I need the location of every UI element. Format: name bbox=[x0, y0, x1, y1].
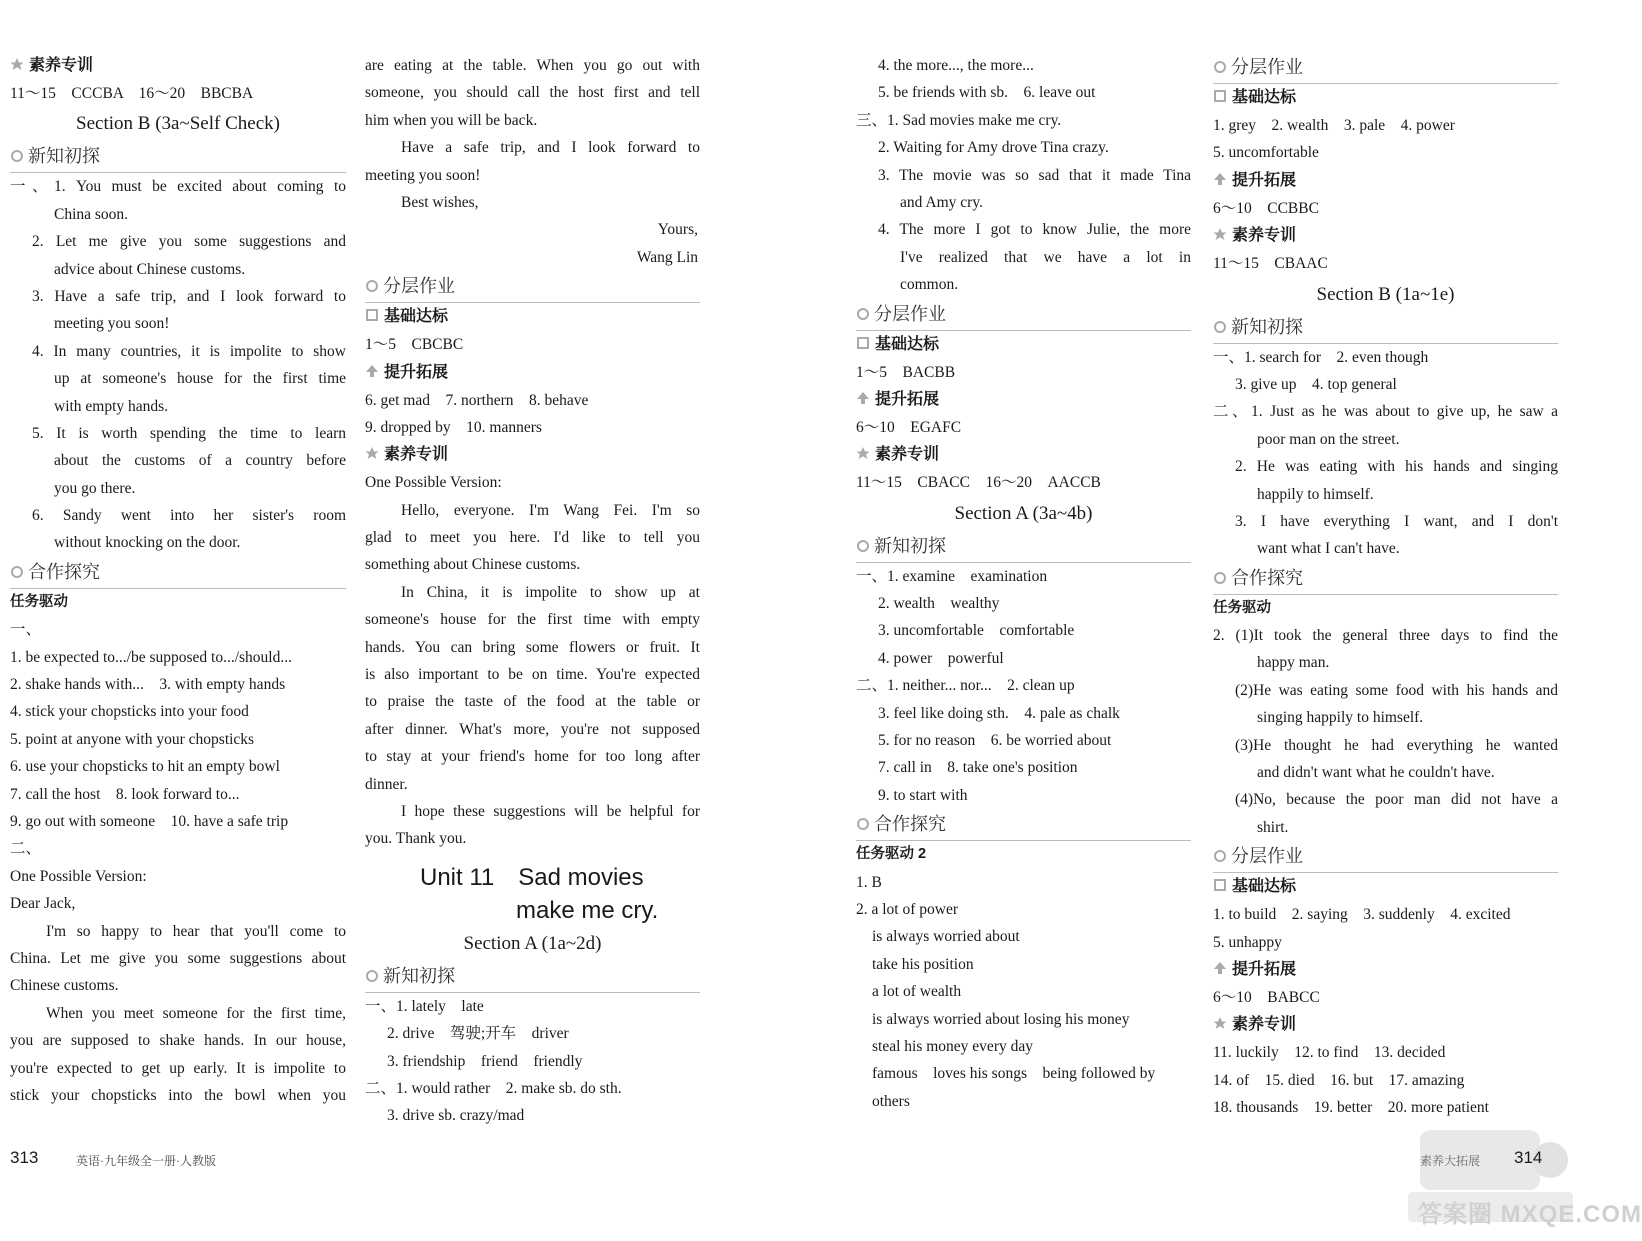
answer-line: (4)No, because the poor man did not have a bbox=[1235, 791, 1558, 809]
answer-line: 4. the more..., the more... bbox=[878, 57, 1034, 74]
answer-line: Dear Jack, bbox=[10, 895, 76, 913]
heading-xinzhi bbox=[856, 531, 1191, 563]
answer-line: about the customs of a country before bbox=[54, 452, 346, 470]
answer-line: you. Thank you. bbox=[365, 830, 467, 848]
answer-line: Yours, bbox=[657, 221, 698, 239]
answer-line: China. Let me give you some suggestions about bbox=[10, 949, 346, 967]
arrow-up-icon bbox=[856, 387, 870, 401]
answer-line: meeting you soon! bbox=[365, 166, 481, 184]
answer-line: and Amy cry. bbox=[900, 193, 983, 211]
answer-line: 14. of 15. died 16. but 17. amazing bbox=[1213, 1071, 1465, 1089]
heading-fenceng bbox=[365, 271, 700, 303]
star-icon bbox=[856, 442, 870, 456]
star-icon bbox=[1213, 223, 1227, 237]
answer-line: Chinese customs. bbox=[10, 977, 119, 995]
subheading-jichu bbox=[365, 303, 700, 331]
answer-line: happy man. bbox=[1257, 654, 1330, 672]
heading-label: 基础达标 bbox=[1232, 89, 1297, 106]
answer-line: 一、1. examine examination bbox=[856, 567, 1048, 585]
column-4 bbox=[1213, 52, 1558, 1122]
answer-line: happily to himself. bbox=[1257, 485, 1374, 503]
answer-line: shirt. bbox=[1257, 818, 1289, 836]
answer-line: Hello, everyone. I'm Wang Fei. I'm so bbox=[401, 501, 700, 519]
answer-line: 2. wealth wealthy bbox=[878, 595, 1000, 613]
answer-line: famous loves his songs being followed by bbox=[872, 1065, 1156, 1083]
answer-line: 2. Waiting for Amy drove Tina crazy. bbox=[878, 139, 1109, 157]
answer-line: (3)He thought he had everything he wanted bbox=[1235, 736, 1558, 754]
answer-line: 4. In many countries, it is impolite to show bbox=[32, 342, 346, 360]
answer-line: glad to meet you here. I'd like to tell you bbox=[365, 529, 700, 547]
answer-line: 5. point at anyone with your chopsticks bbox=[10, 730, 255, 748]
answer-line: 6～10 EGAFC bbox=[856, 418, 962, 436]
answer-line: 6～10 BABCC bbox=[1213, 988, 1320, 1006]
heading-xinzhi bbox=[1213, 312, 1558, 344]
answer-line: 1. B bbox=[856, 873, 882, 891]
heading-label: 合作探究 bbox=[28, 561, 100, 582]
heading-label: 素养专训 bbox=[384, 446, 449, 464]
answer-line: you're expected to get up early. It is impolite to bbox=[10, 1059, 346, 1077]
answer-line: 一、1. lately late bbox=[365, 997, 484, 1015]
answer-line: 4. The more I got to know Julie, the more bbox=[878, 221, 1191, 239]
answer-line: 一、1. You must be excited about coming to bbox=[10, 178, 346, 196]
answer-line: 二、 bbox=[10, 840, 42, 858]
answer-line: 1. to build 2. saying 3. suddenly 4. excited bbox=[1213, 906, 1511, 924]
answer-line: after dinner. What's more, you're not supposed bbox=[365, 720, 700, 738]
heading-hezuo bbox=[856, 809, 1191, 841]
answer-line: to praise the taste of the food at the table or bbox=[365, 693, 700, 711]
answer-line: 7. call in 8. take one's position bbox=[878, 759, 1078, 777]
answer-line: steal his money every day bbox=[872, 1037, 1033, 1055]
heading-fenceng bbox=[1213, 841, 1558, 873]
arrow-up-icon bbox=[1213, 168, 1227, 182]
heading-label: 素养专训 bbox=[1232, 227, 1297, 245]
answer-line: 3. Have a safe trip, and I look forward to bbox=[32, 287, 346, 305]
answer-line: 一、1. search for 2. even though bbox=[1213, 348, 1429, 366]
answer-line: China soon. bbox=[54, 205, 129, 223]
leaf-icon bbox=[1213, 313, 1227, 327]
star-icon bbox=[1213, 1012, 1227, 1026]
flag-icon bbox=[856, 332, 870, 346]
leaf-icon bbox=[856, 810, 870, 824]
answer-line: 1. be expected to.../be supposed to.../should... bbox=[10, 648, 292, 666]
answer-line: common. bbox=[900, 276, 959, 294]
section-title: Section B (1a~1e) bbox=[1316, 283, 1455, 305]
subheading-tisheng bbox=[365, 359, 700, 387]
answer-line: 6. Sandy went into her sister's room bbox=[32, 507, 346, 525]
answer-line: hands. You can bring some flowers or fruit. It bbox=[365, 638, 700, 656]
answer-line: One Possible Version: bbox=[365, 474, 502, 492]
leaf-icon bbox=[856, 532, 870, 546]
answer-line: with empty hands. bbox=[54, 397, 169, 415]
answer-line: 2. shake hands with... 3. with empty hands bbox=[10, 676, 286, 694]
heading-label: 合作探究 bbox=[874, 814, 946, 835]
answer-line: others bbox=[872, 1092, 910, 1110]
star-icon bbox=[365, 442, 379, 456]
answer-line: is also important to be on time. You're expected bbox=[365, 666, 700, 684]
leaf-icon bbox=[365, 272, 379, 286]
answer-line: 2. a lot of power bbox=[856, 900, 959, 918]
heading-label: 基础达标 bbox=[384, 308, 449, 326]
answer-line: you are supposed to shake hands. In our house, bbox=[10, 1032, 346, 1050]
heading-hezuo bbox=[1213, 563, 1558, 595]
heading-label: 基础达标 bbox=[1232, 878, 1297, 896]
leaf-icon bbox=[10, 142, 24, 156]
flag-icon bbox=[1213, 85, 1227, 99]
answer-line: is always worried about losing his money bbox=[872, 1010, 1130, 1028]
answer-line: 5. be friends with sb. 6. leave out bbox=[878, 84, 1096, 102]
answer-line: 6. get mad 7. northern 8. behave bbox=[365, 391, 589, 409]
subheading-suyang bbox=[856, 441, 1191, 469]
heading-label: 新知初探 bbox=[1231, 316, 1303, 337]
answer-line: you go there. bbox=[54, 479, 136, 497]
leaf-icon bbox=[856, 300, 870, 314]
answer-line: 3. feel like doing sth. 4. pale as chalk bbox=[878, 704, 1120, 722]
answer-line: 1. grey 2. wealth 3. pale 4. power bbox=[1213, 117, 1455, 134]
page-number-left: 313 bbox=[10, 1148, 39, 1167]
heading-label: 提升拓展 bbox=[875, 390, 940, 408]
answer-line: 7. call the host 8. look forward to... bbox=[10, 785, 240, 803]
heading-label: 分层作业 bbox=[1231, 57, 1303, 77]
section-title: Section B (3a~Self Check) bbox=[76, 113, 280, 135]
answer-line: 二、1. neither... nor... 2. clean up bbox=[856, 677, 1075, 695]
heading-label: 素养专训 bbox=[29, 57, 94, 74]
answer-line: 5. unhappy bbox=[1213, 933, 1282, 951]
unit-title: Unit 11 Sad movies bbox=[420, 863, 644, 891]
heading-label: 新知初探 bbox=[874, 535, 946, 556]
answer-line: 3. I have everything I want, and I don't bbox=[1235, 512, 1558, 530]
answer-line: want what I can't have. bbox=[1257, 540, 1400, 558]
answer-line: 2. (1)It took the general three days to find the bbox=[1213, 627, 1558, 645]
answer-line: 6. use your chopsticks to hit an empty bowl bbox=[10, 758, 280, 776]
answer-line: 3. friendship friend friendly bbox=[387, 1052, 583, 1070]
answer-line: 11～15 CCCBA 16～20 BBCBA bbox=[10, 85, 254, 102]
answer-line: When you meet someone for the first time, bbox=[46, 1004, 346, 1022]
subheading-tisheng bbox=[1213, 167, 1558, 195]
answer-line: and didn't want what he couldn't have. bbox=[1257, 764, 1495, 782]
heading-label: 新知初探 bbox=[28, 146, 100, 167]
answer-line: 5. for no reason 6. be worried about bbox=[878, 732, 1112, 750]
answer-line: 2. He was eating with his hands and singing bbox=[1235, 458, 1558, 476]
flag-icon bbox=[1213, 874, 1227, 888]
answer-line: Best wishes, bbox=[401, 193, 479, 211]
subheading-jichu bbox=[1213, 873, 1558, 901]
subheading-jichu bbox=[1213, 84, 1558, 112]
heading-label: 分层作业 bbox=[1231, 846, 1303, 867]
heading-label: 基础达标 bbox=[875, 335, 940, 353]
answer-line: 1～5 BACBB bbox=[856, 363, 956, 381]
answer-line: someone's house for the first time with empty bbox=[365, 611, 700, 629]
answer-line: 二、1. would rather 2. make sb. do sth. bbox=[365, 1079, 622, 1097]
answer-line: In China, it is impolite to show up at bbox=[401, 583, 700, 601]
arrow-up-icon bbox=[1213, 957, 1227, 971]
heading-label: 分层作业 bbox=[874, 303, 946, 324]
answer-line: 11～15 CBACC 16～20 AACCB bbox=[856, 474, 1101, 492]
answer-line: without knocking on the door. bbox=[54, 534, 241, 552]
heading-hezuo bbox=[10, 557, 346, 589]
answer-line: I hope these suggestions will be helpful for bbox=[401, 802, 700, 820]
answer-line: 三、1. Sad movies make me cry. bbox=[856, 111, 1062, 129]
answer-line: 9. to start with bbox=[878, 786, 968, 804]
answer-line: to stay at your friend's home for too long after bbox=[365, 748, 700, 766]
column-1 bbox=[10, 52, 346, 1109]
task-label: 任务驱动 2 bbox=[856, 846, 927, 863]
heading-xinzhi bbox=[10, 141, 346, 173]
leaf-icon bbox=[365, 962, 379, 976]
heading-xinzhi bbox=[365, 961, 700, 993]
answer-line: 4. power powerful bbox=[878, 649, 1004, 667]
heading-fenceng bbox=[1213, 52, 1558, 84]
answer-line: 11～15 CBAAC bbox=[1213, 255, 1328, 273]
answer-line: dinner. bbox=[365, 775, 408, 793]
task-label: 任务驱动 bbox=[10, 593, 68, 610]
watermark-logo bbox=[1400, 1120, 1642, 1230]
heading-label: 提升拓展 bbox=[1232, 960, 1297, 978]
answer-line: 9. go out with someone 10. have a safe trip bbox=[10, 812, 289, 830]
leaf-icon bbox=[1213, 53, 1227, 67]
heading-label: 素养专训 bbox=[1232, 1016, 1297, 1034]
leaf-icon bbox=[10, 558, 24, 572]
book-info-right: 素养大拓展 bbox=[1420, 1154, 1481, 1168]
unit-title: make me cry. bbox=[516, 896, 659, 924]
answer-line: Wang Lin bbox=[636, 248, 698, 266]
flag-icon bbox=[365, 304, 379, 318]
answer-line: 2. drive 驾驶;开车 driver bbox=[387, 1025, 569, 1043]
answer-line: 3. drive sb. crazy/mad bbox=[387, 1107, 525, 1125]
heading-label: 提升拓展 bbox=[384, 363, 449, 381]
answer-line: I'm so happy to hear that you'll come to bbox=[46, 922, 346, 940]
answer-line: (2)He was eating some food with his hands and bbox=[1235, 681, 1558, 699]
answer-line: poor man on the street. bbox=[1257, 430, 1400, 448]
answer-line: is always worried about bbox=[872, 928, 1020, 946]
answer-line: 6～10 CCBBC bbox=[1213, 199, 1319, 217]
heading-label: 提升拓展 bbox=[1232, 171, 1297, 189]
subheading-tisheng bbox=[856, 386, 1191, 414]
answer-line: 5. uncomfortable bbox=[1213, 144, 1319, 162]
answer-line: Have a safe trip, and I look forward to bbox=[401, 139, 700, 157]
answer-line: One Possible Version: bbox=[10, 867, 147, 885]
page-number-right: 314 bbox=[1514, 1148, 1543, 1167]
leaf-icon bbox=[1213, 842, 1227, 856]
column-2 bbox=[365, 52, 700, 1130]
heading-label: 分层作业 bbox=[383, 276, 455, 297]
answer-line: 2. Let me give you some suggestions and bbox=[32, 233, 346, 251]
heading-label: 素养专训 bbox=[875, 446, 940, 464]
column-3 bbox=[856, 52, 1191, 1115]
star-icon bbox=[10, 53, 24, 67]
leaf-icon bbox=[1213, 564, 1227, 578]
answer-line: advice about Chinese customs. bbox=[54, 260, 246, 278]
answer-line: someone, you should call the host first and tell bbox=[365, 84, 700, 102]
answer-line: 1～5 CBCBC bbox=[365, 336, 464, 354]
heading-label: 合作探究 bbox=[1231, 567, 1303, 588]
answer-line: 3. uncomfortable comfortable bbox=[878, 622, 1075, 640]
answer-line: a lot of wealth bbox=[872, 983, 962, 1001]
answer-line: take his position bbox=[872, 955, 974, 973]
answer-line: I've realized that we have a lot in bbox=[900, 248, 1191, 266]
book-info-left: 英语·九年级全一册·人教版 bbox=[76, 1154, 216, 1168]
answer-line: him when you will be back. bbox=[365, 111, 538, 129]
subheading-suyang bbox=[1213, 1011, 1558, 1039]
answer-line: 11. luckily 12. to find 13. decided bbox=[1213, 1044, 1446, 1062]
answer-line: singing happily to himself. bbox=[1257, 709, 1424, 727]
subheading-tisheng bbox=[1213, 956, 1558, 984]
answer-line: 4. stick your chopsticks into your food bbox=[10, 703, 249, 721]
answer-line: 一、 bbox=[10, 621, 42, 639]
answer-line: are eating at the table. When you go out with bbox=[365, 57, 700, 74]
answer-line: 3. give up 4. top general bbox=[1235, 375, 1397, 393]
section-title: Section A (3a~4b) bbox=[954, 502, 1093, 524]
watermark-text: 答案圈 MXQE.COM bbox=[1418, 1201, 1642, 1228]
answer-line: 5. It is worth spending the time to learn bbox=[32, 424, 346, 442]
answer-line: 3. The movie was so sad that it made Tina bbox=[878, 166, 1191, 184]
task-label: 任务驱动 bbox=[1213, 599, 1271, 616]
arrow-up-icon bbox=[365, 360, 379, 374]
answer-line: stick your chopsticks into the bowl when you bbox=[10, 1086, 346, 1104]
answer-line: up at someone's house for the first time bbox=[54, 370, 346, 388]
answer-line: 9. dropped by 10. manners bbox=[365, 418, 542, 436]
subheading-jichu bbox=[856, 331, 1191, 359]
heading-suyang bbox=[10, 52, 346, 80]
heading-label: 新知初探 bbox=[383, 965, 455, 986]
answer-line: 二、1. Just as he was about to give up, he saw a bbox=[1213, 403, 1558, 421]
subheading-suyang bbox=[365, 441, 700, 469]
subheading-suyang bbox=[1213, 222, 1558, 250]
answer-line: meeting you soon! bbox=[54, 315, 170, 333]
heading-fenceng bbox=[856, 299, 1191, 331]
answer-line: something about Chinese customs. bbox=[365, 556, 581, 574]
section-title: Section A (1a~2d) bbox=[463, 932, 602, 954]
answer-line: 18. thousands 19. better 20. more patient bbox=[1213, 1099, 1489, 1117]
